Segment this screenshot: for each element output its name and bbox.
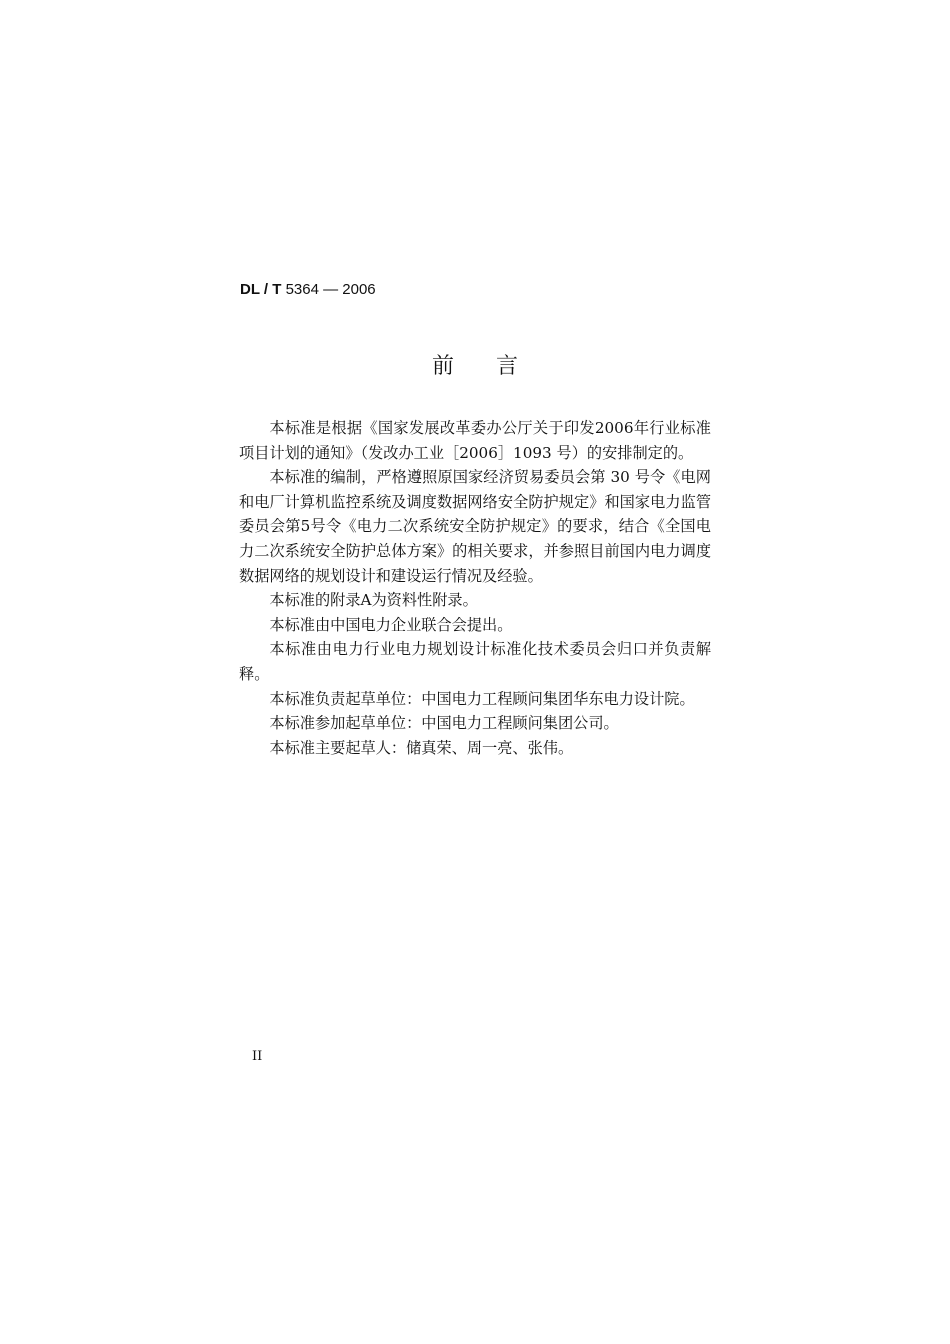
- paragraph-plan-basis: 本标准是根据《国家发展改革委办公厅关于印发2006年行业标准项目计划的通知》（发改办工业［2006］1093 号）的安排制定的。: [239, 419, 711, 462]
- foreword-body: [239, 416, 711, 760]
- paragraph-main-drafters: 本标准主要起草人：储真荣、周一亮、张伟。: [269, 738, 574, 757]
- paragraph-proposer: 本标准由中国电力企业联合会提出。: [269, 615, 513, 634]
- paragraph-interpretation: 本标准由电力行业电力规划设计标准化技术委员会归口并负责解释。: [239, 640, 711, 683]
- page-number: II: [252, 1049, 263, 1064]
- standard-code-number: 5364 — 2006: [285, 281, 376, 298]
- paragraph-lead-drafter: 本标准负责起草单位：中国电力工程顾问集团华东电力设计院。: [269, 689, 695, 708]
- standard-code-prefix: DL / T: [240, 281, 282, 298]
- section-title-char-1: 前: [432, 354, 455, 379]
- section-title-char-2: 言: [496, 354, 519, 379]
- paragraph-compilation: 本标准的编制，严格遵照原国家经济贸易委员会第 30 号令《电网和电厂计算机监控系统及调度数据网络安全防护规定》和国家电力监管委员会第5号令《电力二次系统安全防护规定》的要求，结合《全国电力二次系统安全防护总体方案》的相关要求，并参照目前国内电力调度数据网络的规划设计和建设运行情况及经验。: [239, 468, 711, 585]
- standard-code: [240, 281, 376, 299]
- paragraph-appendix: 本标准的附录A为资料性附录。: [269, 591, 478, 610]
- paragraph-participating-drafter: 本标准参加起草单位：中国电力工程顾问集团公司。: [269, 714, 619, 733]
